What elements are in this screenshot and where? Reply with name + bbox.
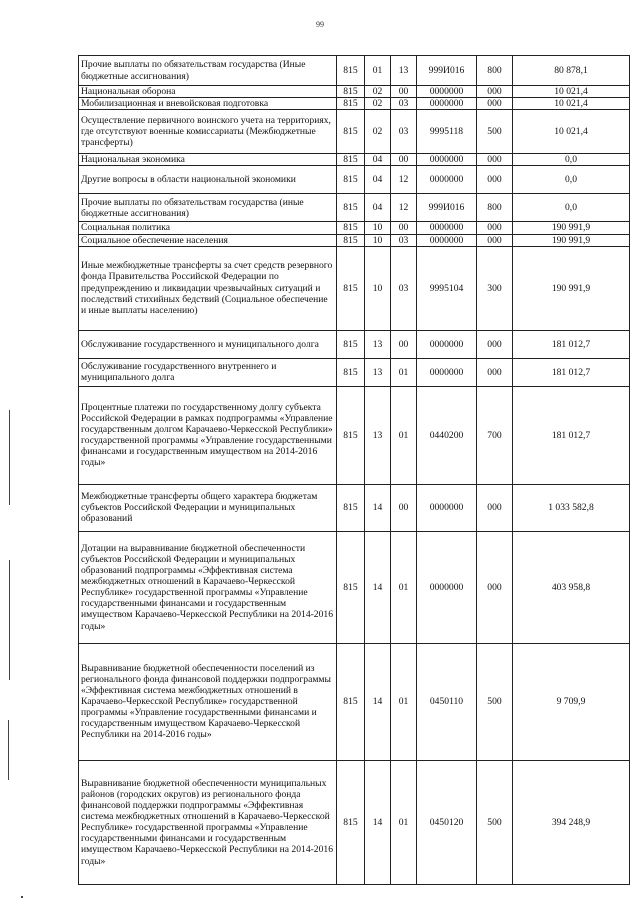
ministry-code: 815 bbox=[337, 222, 365, 234]
expense-type-code: 000 bbox=[477, 330, 513, 358]
section-code: 14 bbox=[365, 643, 391, 760]
table-row bbox=[79, 110, 630, 154]
amount: 9 709,9 bbox=[513, 643, 630, 760]
section-code: 13 bbox=[365, 358, 391, 386]
subsection-code: 03 bbox=[391, 246, 417, 330]
expense-type-code: 800 bbox=[477, 56, 513, 86]
section-code: 02 bbox=[365, 110, 391, 154]
subsection-code: 13 bbox=[391, 56, 417, 86]
table-row bbox=[79, 330, 630, 358]
amount: 190 991,9 bbox=[513, 246, 630, 330]
ministry-code: 815 bbox=[337, 86, 365, 98]
expense-name: Выравнивание бюджетной обеспеченности муниципальных районов (городских округов) из регионального фонда финансовой поддержки подпрограммы «Эффективная система межбюджетных отношений в Карачаево-Черкесской Республике» государственной программы «Управление государственными финансами и государственным имуществом Карачаево-Черкесской Республики на 2014-2016 годы» bbox=[79, 760, 337, 884]
expense-name: Мобилизационная и вневойсковая подготовка bbox=[79, 98, 337, 110]
expense-name: Прочие выплаты по обязательствам государства (иные бюджетные ассигнования) bbox=[79, 194, 337, 222]
expense-type-code: 000 bbox=[477, 86, 513, 98]
expense-name: Национальная оборона bbox=[79, 86, 337, 98]
subsection-code: 03 bbox=[391, 234, 417, 246]
subsection-code: 01 bbox=[391, 386, 417, 484]
expense-type-code: 000 bbox=[477, 222, 513, 234]
ministry-code: 815 bbox=[337, 166, 365, 194]
table-row bbox=[79, 531, 630, 643]
scan-mark bbox=[8, 720, 9, 780]
table-row bbox=[79, 98, 630, 110]
subsection-code: 00 bbox=[391, 330, 417, 358]
scan-mark bbox=[21, 896, 23, 898]
section-code: 10 bbox=[365, 234, 391, 246]
ministry-code: 815 bbox=[337, 330, 365, 358]
expense-type-code: 000 bbox=[477, 484, 513, 531]
expense-name: Другие вопросы в области национальной экономики bbox=[79, 166, 337, 194]
expense-type-code: 800 bbox=[477, 194, 513, 222]
table-row bbox=[79, 86, 630, 98]
amount: 10 021,4 bbox=[513, 98, 630, 110]
table-row bbox=[79, 154, 630, 166]
amount: 403 958,8 bbox=[513, 531, 630, 643]
target-code: 0000000 bbox=[417, 154, 477, 166]
amount: 80 878,1 bbox=[513, 56, 630, 86]
expense-type-code: 500 bbox=[477, 760, 513, 884]
table-row bbox=[79, 222, 630, 234]
target-code: 0000000 bbox=[417, 330, 477, 358]
target-code: 0000000 bbox=[417, 222, 477, 234]
subsection-code: 01 bbox=[391, 358, 417, 386]
expense-type-code: 000 bbox=[477, 166, 513, 194]
target-code: 0000000 bbox=[417, 166, 477, 194]
section-code: 14 bbox=[365, 531, 391, 643]
table-row bbox=[79, 760, 630, 884]
expense-type-code: 500 bbox=[477, 110, 513, 154]
subsection-code: 00 bbox=[391, 484, 417, 531]
target-code: 0000000 bbox=[417, 531, 477, 643]
amount: 181 012,7 bbox=[513, 330, 630, 358]
ministry-code: 815 bbox=[337, 234, 365, 246]
expense-type-code: 000 bbox=[477, 234, 513, 246]
target-code: 0000000 bbox=[417, 484, 477, 531]
ministry-code: 815 bbox=[337, 194, 365, 222]
ministry-code: 815 bbox=[337, 56, 365, 86]
subsection-code: 00 bbox=[391, 154, 417, 166]
target-code: 999И016 bbox=[417, 56, 477, 86]
amount: 10 021,4 bbox=[513, 86, 630, 98]
subsection-code: 00 bbox=[391, 86, 417, 98]
expense-name: Прочие выплаты по обязательствам государства (Иные бюджетные ассигнования) bbox=[79, 56, 337, 86]
scan-mark bbox=[9, 410, 10, 505]
section-code: 04 bbox=[365, 194, 391, 222]
section-code: 10 bbox=[365, 246, 391, 330]
expense-type-code: 000 bbox=[477, 531, 513, 643]
subsection-code: 12 bbox=[391, 166, 417, 194]
amount: 190 991,9 bbox=[513, 234, 630, 246]
expense-type-code: 000 bbox=[477, 154, 513, 166]
amount: 181 012,7 bbox=[513, 386, 630, 484]
section-code: 02 bbox=[365, 98, 391, 110]
ministry-code: 815 bbox=[337, 484, 365, 531]
amount: 190 991,9 bbox=[513, 222, 630, 234]
amount: 181 012,7 bbox=[513, 358, 630, 386]
scan-mark bbox=[9, 560, 10, 680]
target-code: 9995104 bbox=[417, 246, 477, 330]
expense-name: Социальная политика bbox=[79, 222, 337, 234]
ministry-code: 815 bbox=[337, 643, 365, 760]
expense-name: Обслуживание государственного внутреннего и муниципального долга bbox=[79, 358, 337, 386]
ministry-code: 815 bbox=[337, 98, 365, 110]
target-code: 0000000 bbox=[417, 98, 477, 110]
subsection-code: 03 bbox=[391, 98, 417, 110]
ministry-code: 815 bbox=[337, 154, 365, 166]
amount: 10 021,4 bbox=[513, 110, 630, 154]
section-code: 13 bbox=[365, 386, 391, 484]
section-code: 04 bbox=[365, 154, 391, 166]
amount: 0,0 bbox=[513, 166, 630, 194]
table-row bbox=[79, 194, 630, 222]
amount: 0,0 bbox=[513, 154, 630, 166]
table-row bbox=[79, 484, 630, 531]
subsection-code: 12 bbox=[391, 194, 417, 222]
target-code: 0000000 bbox=[417, 234, 477, 246]
expense-type-code: 500 bbox=[477, 643, 513, 760]
target-code: 0000000 bbox=[417, 86, 477, 98]
expense-name: Национальная экономика bbox=[79, 154, 337, 166]
target-code: 999И016 bbox=[417, 194, 477, 222]
section-code: 10 bbox=[365, 222, 391, 234]
amount: 0,0 bbox=[513, 194, 630, 222]
table-row bbox=[79, 234, 630, 246]
page-number: 99 bbox=[316, 20, 324, 29]
table-row bbox=[79, 56, 630, 86]
amount: 1 033 582,8 bbox=[513, 484, 630, 531]
section-code: 13 bbox=[365, 330, 391, 358]
subsection-code: 00 bbox=[391, 222, 417, 234]
expense-type-code: 700 bbox=[477, 386, 513, 484]
ministry-code: 815 bbox=[337, 110, 365, 154]
ministry-code: 815 bbox=[337, 386, 365, 484]
section-code: 14 bbox=[365, 484, 391, 531]
expense-type-code: 000 bbox=[477, 358, 513, 386]
target-code: 0450120 bbox=[417, 760, 477, 884]
subsection-code: 01 bbox=[391, 531, 417, 643]
expense-name: Осуществление первичного воинского учета на территориях, где отсутствуют военные комиссариаты (Межбюджетные трансферты) bbox=[79, 110, 337, 154]
expense-name: Процентные платежи по государственному долгу субъекта Российской Федерации в рамках подпрограммы «Управление государственным долгом Карачаево-Черкесской Республики» государственной программы «Управление государственными финансами и государственным имуществом на 2014-2016 годы» bbox=[79, 386, 337, 484]
target-code: 0440200 bbox=[417, 386, 477, 484]
expense-name: Дотации на выравнивание бюджетной обеспеченности субъектов Российской Федерации и муниципальных образований подпрограммы «Эффективная система межбюджетных отношений в Карачаево-Черкесской Республике» государственной программы «Управление государственными финансами и государственным имуществом Карачаево-Черкесской Республики на 2014-2016 годы» bbox=[79, 531, 337, 643]
ministry-code: 815 bbox=[337, 246, 365, 330]
table-row bbox=[79, 246, 630, 330]
ministry-code: 815 bbox=[337, 358, 365, 386]
section-code: 02 bbox=[365, 86, 391, 98]
expense-type-code: 300 bbox=[477, 246, 513, 330]
section-code: 04 bbox=[365, 166, 391, 194]
expense-name: Иные межбюджетные трансферты за счет средств резервного фонда Правительства Российской Федерации по предупреждению и ликвидации чрезвычайных ситуаций и последствий стихийных бедствий (Социальное обеспечение и иные выплаты населению) bbox=[79, 246, 337, 330]
ministry-code: 815 bbox=[337, 531, 365, 643]
section-code: 01 bbox=[365, 56, 391, 86]
expense-name: Межбюджетные трансферты общего характера бюджетам субъектов Российской Федерации и муниципальных образований bbox=[79, 484, 337, 531]
section-code: 14 bbox=[365, 760, 391, 884]
expense-name: Социальное обеспечение населения bbox=[79, 234, 337, 246]
table-row bbox=[79, 386, 630, 484]
ministry-code: 815 bbox=[337, 760, 365, 884]
target-code: 0450110 bbox=[417, 643, 477, 760]
amount: 394 248,9 bbox=[513, 760, 630, 884]
budget-table bbox=[78, 55, 630, 885]
table-row bbox=[79, 358, 630, 386]
target-code: 9995118 bbox=[417, 110, 477, 154]
subsection-code: 03 bbox=[391, 110, 417, 154]
expense-name: Обслуживание государственного и муниципального долга bbox=[79, 330, 337, 358]
expense-name: Выравнивание бюджетной обеспеченности поселений из регионального фонда финансовой поддержки подпрограммы «Эффективная система межбюджетных отношений в Карачаево-Черкесской Республике» государственной программы «Управление государственными финансами и государственным имуществом Карачаево-Черкесской Республики на 2014-2016 годы» bbox=[79, 643, 337, 760]
expense-type-code: 000 bbox=[477, 98, 513, 110]
table-row bbox=[79, 643, 630, 760]
subsection-code: 01 bbox=[391, 760, 417, 884]
subsection-code: 01 bbox=[391, 643, 417, 760]
target-code: 0000000 bbox=[417, 358, 477, 386]
table-row bbox=[79, 166, 630, 194]
